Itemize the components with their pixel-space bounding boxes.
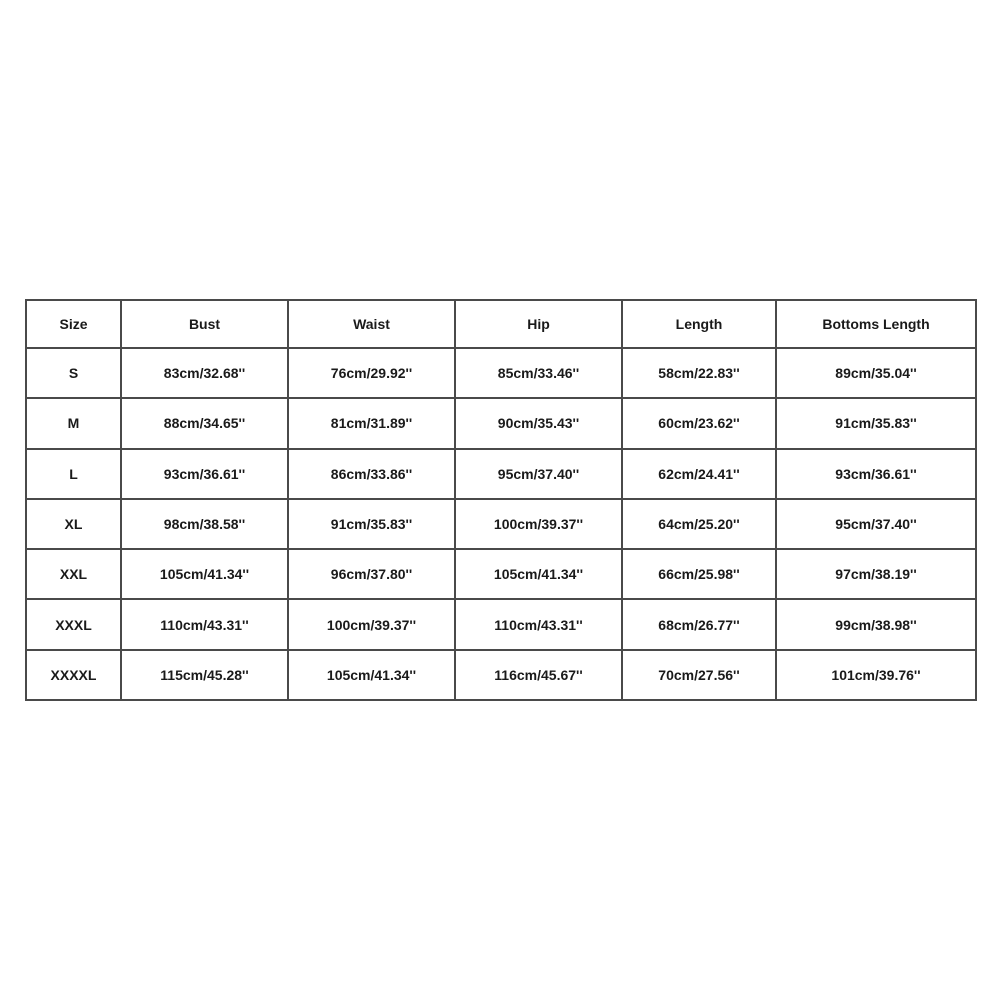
bust-cell: 93cm/36.61'' (121, 449, 288, 499)
hip-cell: 100cm/39.37'' (455, 499, 622, 549)
length-cell: 58cm/22.83'' (622, 348, 776, 398)
table-row (26, 650, 976, 700)
size-cell: S (26, 348, 121, 398)
size-chart-header (26, 300, 976, 348)
bottoms-length-cell: 91cm/35.83'' (776, 398, 976, 448)
bottoms-length-cell: 99cm/38.98'' (776, 599, 976, 649)
length-cell: 70cm/27.56'' (622, 650, 776, 700)
hip-cell: 85cm/33.46'' (455, 348, 622, 398)
bottoms-length-cell: 93cm/36.61'' (776, 449, 976, 499)
bust-cell: 105cm/41.34'' (121, 549, 288, 599)
bottoms-length-cell: 95cm/37.40'' (776, 499, 976, 549)
size-cell: L (26, 449, 121, 499)
hip-cell: 90cm/35.43'' (455, 398, 622, 448)
bottoms-length-cell: 97cm/38.19'' (776, 549, 976, 599)
size-cell: XXXXL (26, 650, 121, 700)
length-cell: 62cm/24.41'' (622, 449, 776, 499)
hip-cell: 110cm/43.31'' (455, 599, 622, 649)
table-row (26, 499, 976, 549)
waist-cell: 91cm/35.83'' (288, 499, 455, 549)
table-row (26, 599, 976, 649)
bottoms-length-cell: 89cm/35.04'' (776, 348, 976, 398)
size-chart-table (25, 299, 977, 701)
bust-cell: 83cm/32.68'' (121, 348, 288, 398)
length-cell: 60cm/23.62'' (622, 398, 776, 448)
length-cell: 66cm/25.98'' (622, 549, 776, 599)
table-row (26, 398, 976, 448)
table-row (26, 348, 976, 398)
table-row (26, 549, 976, 599)
bottoms-length-cell: 101cm/39.76'' (776, 650, 976, 700)
header-length: Length (622, 300, 776, 348)
hip-cell: 95cm/37.40'' (455, 449, 622, 499)
length-cell: 68cm/26.77'' (622, 599, 776, 649)
waist-cell: 76cm/29.92'' (288, 348, 455, 398)
header-bust: Bust (121, 300, 288, 348)
waist-cell: 96cm/37.80'' (288, 549, 455, 599)
size-chart-body (26, 348, 976, 700)
size-cell: M (26, 398, 121, 448)
hip-cell: 116cm/45.67'' (455, 650, 622, 700)
bust-cell: 115cm/45.28'' (121, 650, 288, 700)
bust-cell: 110cm/43.31'' (121, 599, 288, 649)
waist-cell: 81cm/31.89'' (288, 398, 455, 448)
header-hip: Hip (455, 300, 622, 348)
size-cell: XXXL (26, 599, 121, 649)
bust-cell: 98cm/38.58'' (121, 499, 288, 549)
bust-cell: 88cm/34.65'' (121, 398, 288, 448)
waist-cell: 86cm/33.86'' (288, 449, 455, 499)
hip-cell: 105cm/41.34'' (455, 549, 622, 599)
header-size: Size (26, 300, 121, 348)
waist-cell: 100cm/39.37'' (288, 599, 455, 649)
header-row (26, 300, 976, 348)
length-cell: 64cm/25.20'' (622, 499, 776, 549)
header-waist: Waist (288, 300, 455, 348)
size-cell: XXL (26, 549, 121, 599)
header-bottoms-length: Bottoms Length (776, 300, 976, 348)
size-cell: XL (26, 499, 121, 549)
waist-cell: 105cm/41.34'' (288, 650, 455, 700)
table-row (26, 449, 976, 499)
